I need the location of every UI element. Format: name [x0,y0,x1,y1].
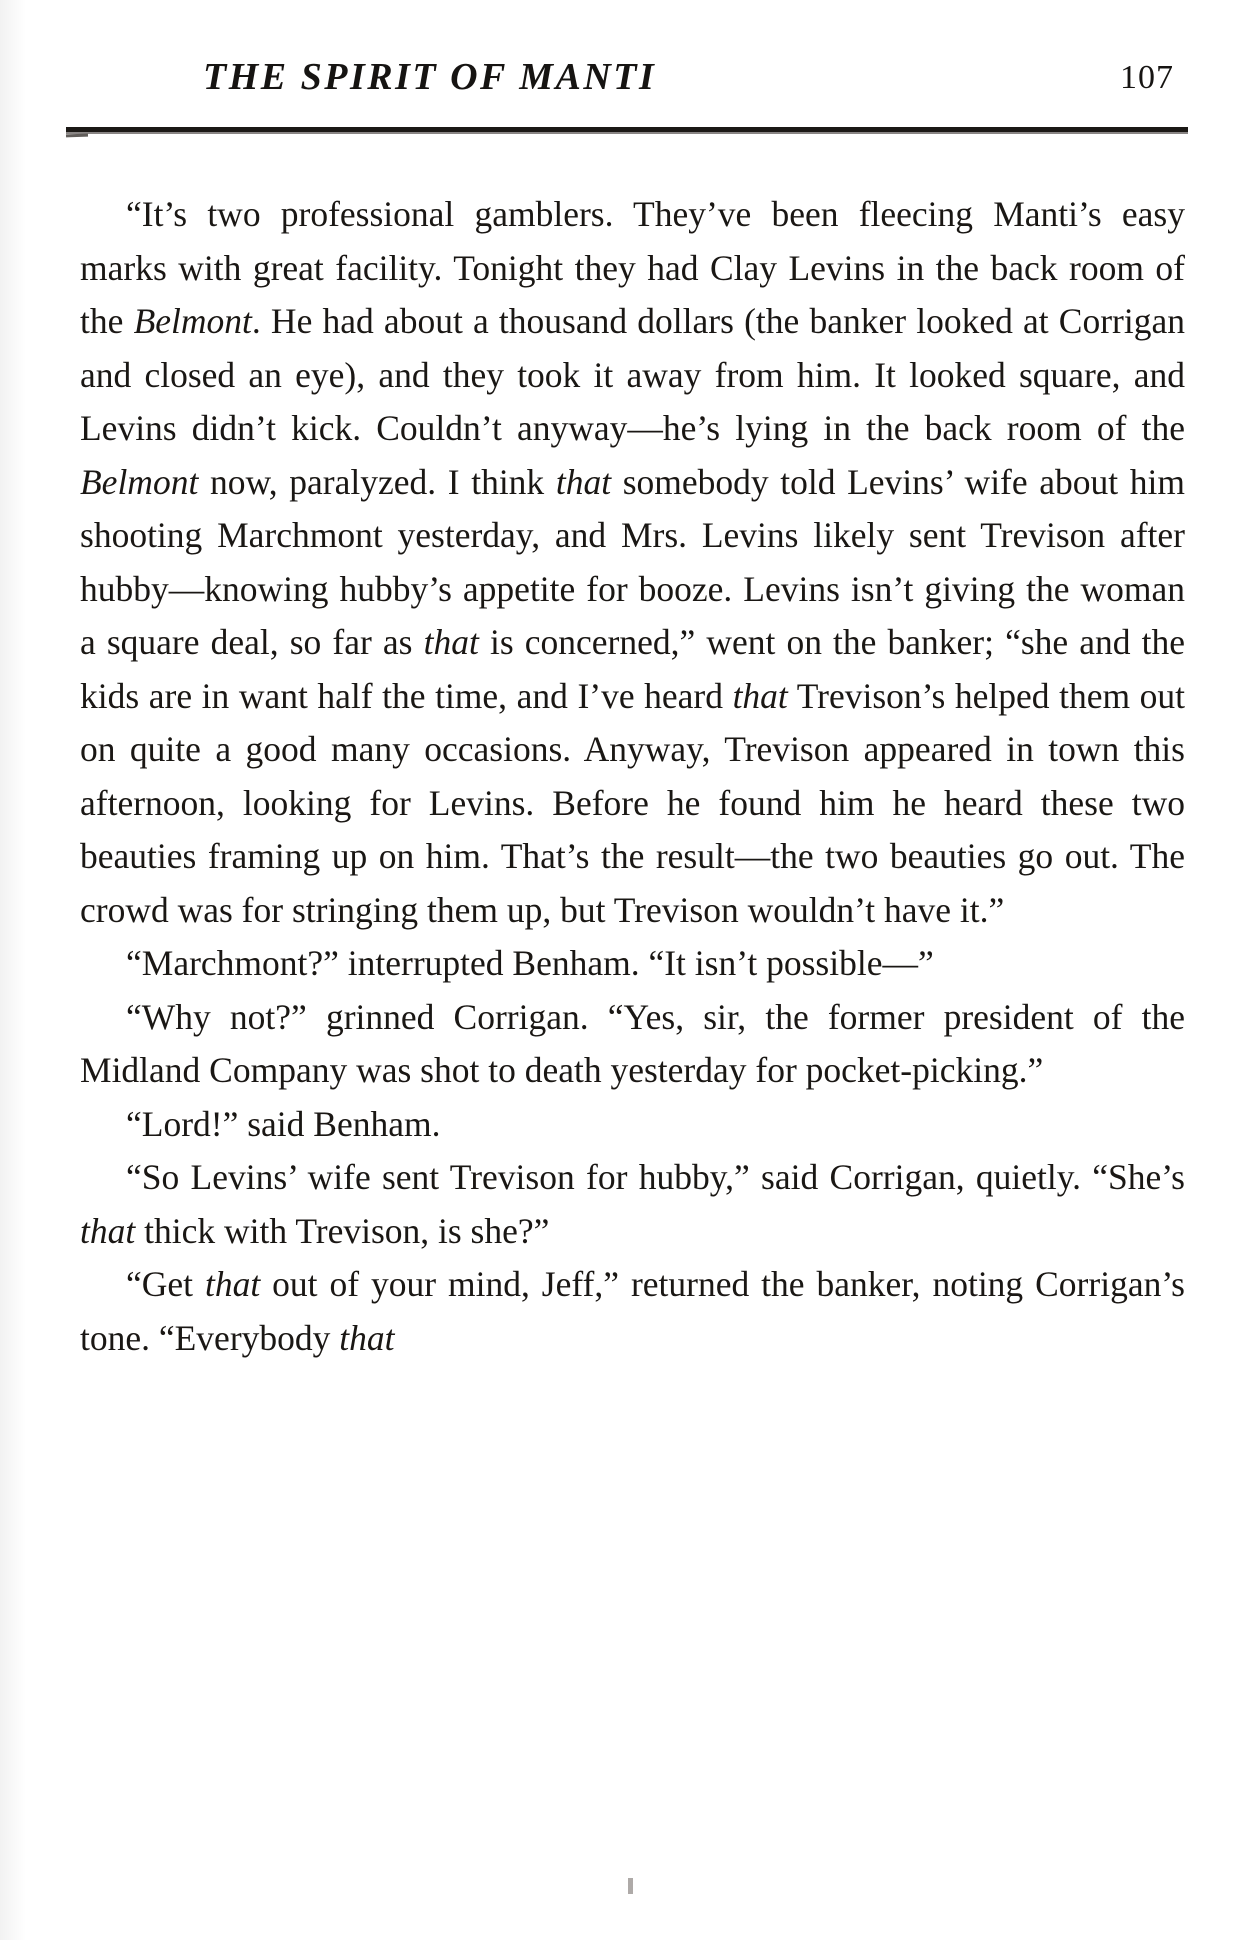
gutter-mark [628,1878,633,1894]
paragraph-1: “It’s two professional gamblers. They’ve been fleecing Manti’s easy marks with great facility. Tonight they had Clay Levins in the back room of the Belmont. He had about a thousand dollars (the banker looked at Corrigan and closed an eye), and they took it away from him. It looked square, and Levins didn’t kick. Couldn’t anyway—he’s lying in the back room of the Belmont now, paralyzed. I think that somebody told Levins’ wife about him shooting Marchmont yesterday, and Mrs. Levins likely sent Trevison after hubby—knowing hubby’s appetite for booze. Levins isn’t giving the woman a square deal, so far as that is concerned,” went on the banker; “she and the kids are in want half the time, and I’ve heard that Trevison’s helped them out on quite a good many occasions. Anyway, Trevison appeared in town this afternoon, looking for Levins. Before he found him he heard these two beauties framing up on him. That’s the result—the two beauties go out. The crowd was for stringing them up, but Trevison wouldn’t have it.” [80,194,1186,930]
paragraph-2: “Marchmont?” interrupted Benham. “It isn’t possible—” [126,943,934,983]
page-edge-shading [0,0,26,1940]
header-rule [66,127,1188,132]
paragraph-3: “Why not?” grinned Corrigan. “Yes, sir, the former president of the Midland Company was shot to death yesterday for pocket-picking.” [80,996,1185,1090]
page-number: 107 [1120,59,1174,96]
header-rule-tick [66,134,88,138]
paragraph-6: “Get that out of your mind, Jeff,” returned the banker, noting Corrigan’s tone. “Everybody that [80,1264,1186,1358]
page-body [80,188,1185,1365]
paragraph-4: “Lord!” said Benham. [126,1103,441,1144]
paragraph-5: “So Levins’ wife sent Trevison for hubby,” said Corrigan, quietly. “She’s that thick with Trevison, is she?” [80,1157,1185,1251]
running-head-title: THE SPIRIT OF MANTI [203,56,657,98]
page-header [75,55,1180,115]
